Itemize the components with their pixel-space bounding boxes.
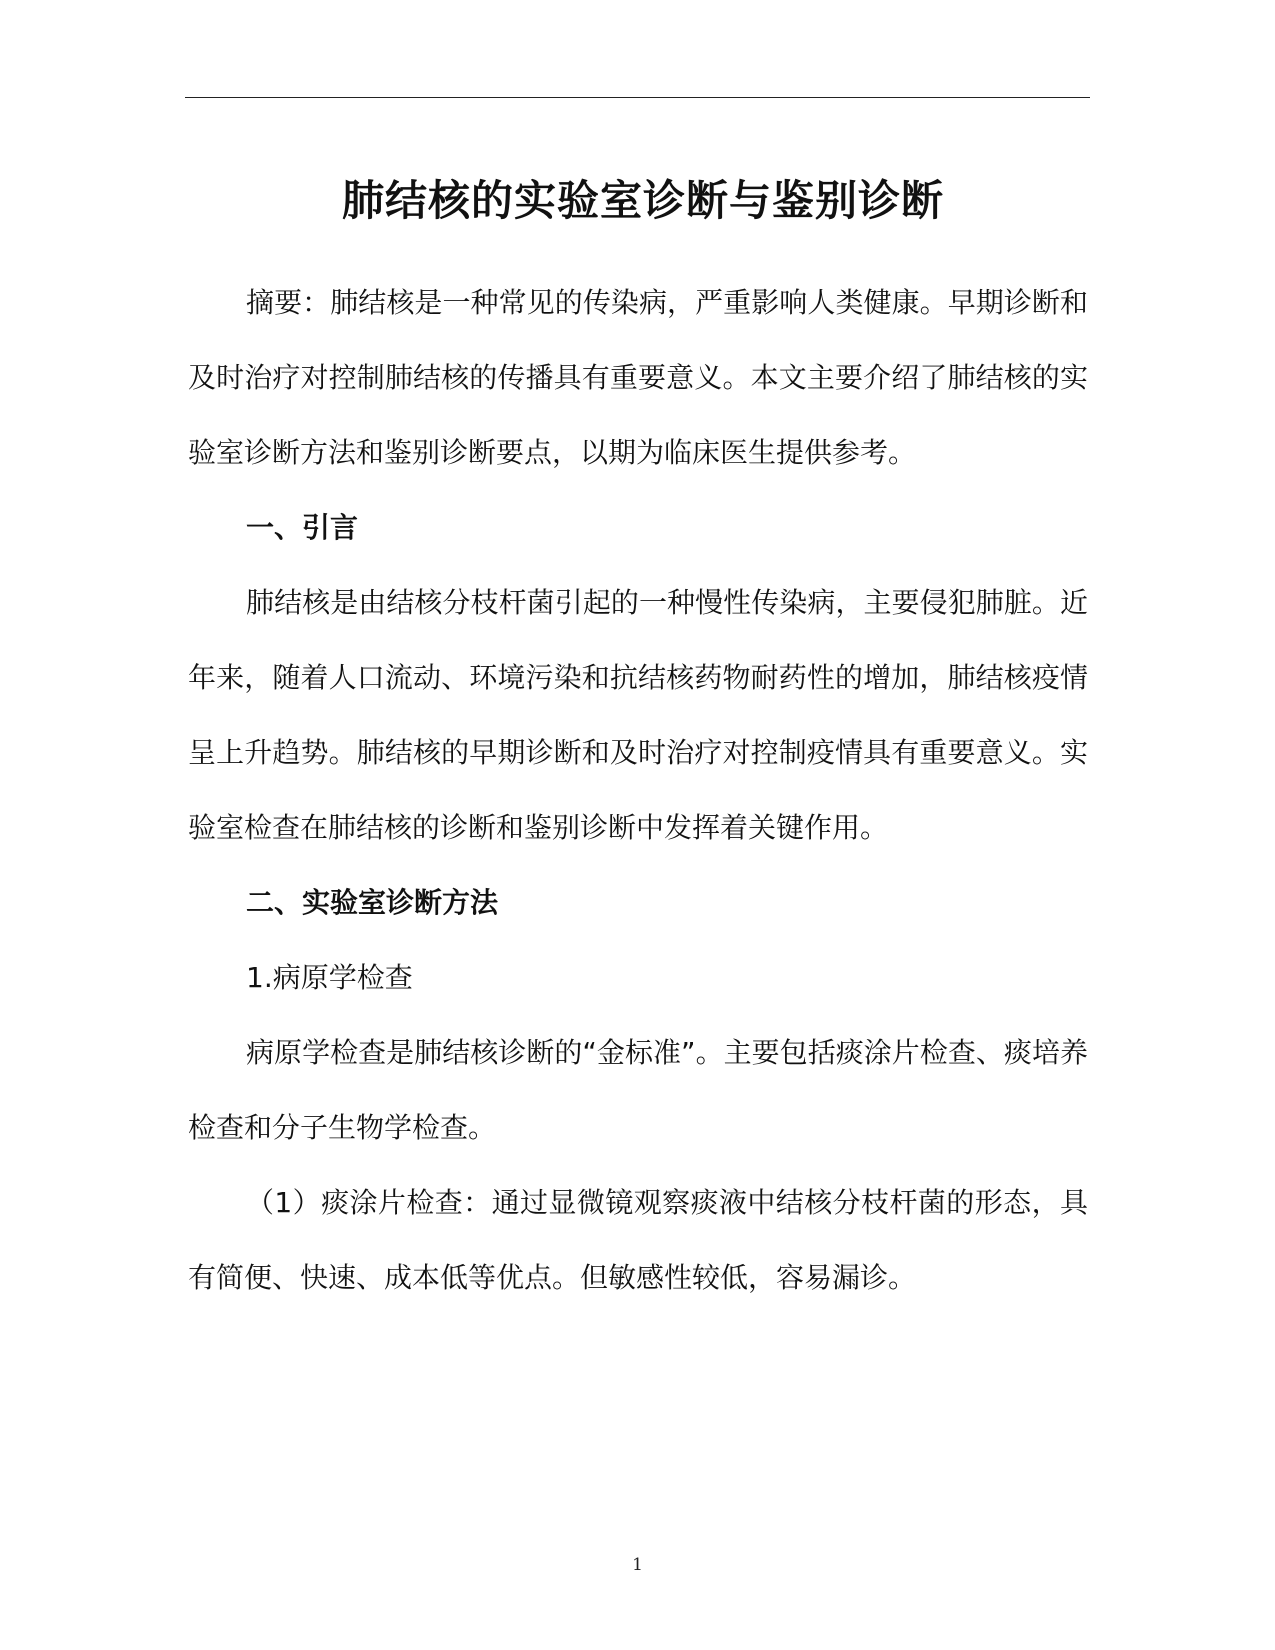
introduction-paragraph: 肺结核是由结核分枝杆菌引起的一种慢性传染病，主要侵犯肺脏。近年来，随着人口流动、环境污染和抗结核药物耐药性的增加，肺结核疫情呈上升趋势。肺结核的早期诊断和及时治疗对控制疫情具有重要意义。实验室检查在肺结核的诊断和鉴别诊断中发挥着关键作用。 [188, 586, 1088, 844]
document-body [188, 168, 1088, 1315]
etiology-paragraph: 病原学检查是肺结核诊断的“金标准”。主要包括痰涂片检查、痰培养检查和分子生物学检查。 [188, 1036, 1088, 1144]
header-rule [185, 97, 1090, 98]
section-heading-introduction: 一、引言 [246, 511, 359, 544]
abstract-paragraph: 摘要：肺结核是一种常见的传染病，严重影响人类健康。早期诊断和及时治疗对控制肺结核的传播具有重要意义。本文主要介绍了肺结核的实验室诊断方法和鉴别诊断要点，以期为临床医生提供参考。 [188, 286, 1088, 469]
document-title: 肺结核的实验室诊断与鉴别诊断 [341, 176, 944, 225]
subheading-etiology: 1.病原学检查 [246, 961, 413, 994]
page-number: 1 [632, 1555, 643, 1575]
sputum-smear-paragraph: （1）痰涂片检查：通过显微镜观察痰液中结核分枝杆菌的形态，具有简便、快速、成本低等优点。但敏感性较低，容易漏诊。 [188, 1186, 1088, 1294]
section-heading-lab-methods: 二、实验室诊断方法 [246, 886, 499, 919]
